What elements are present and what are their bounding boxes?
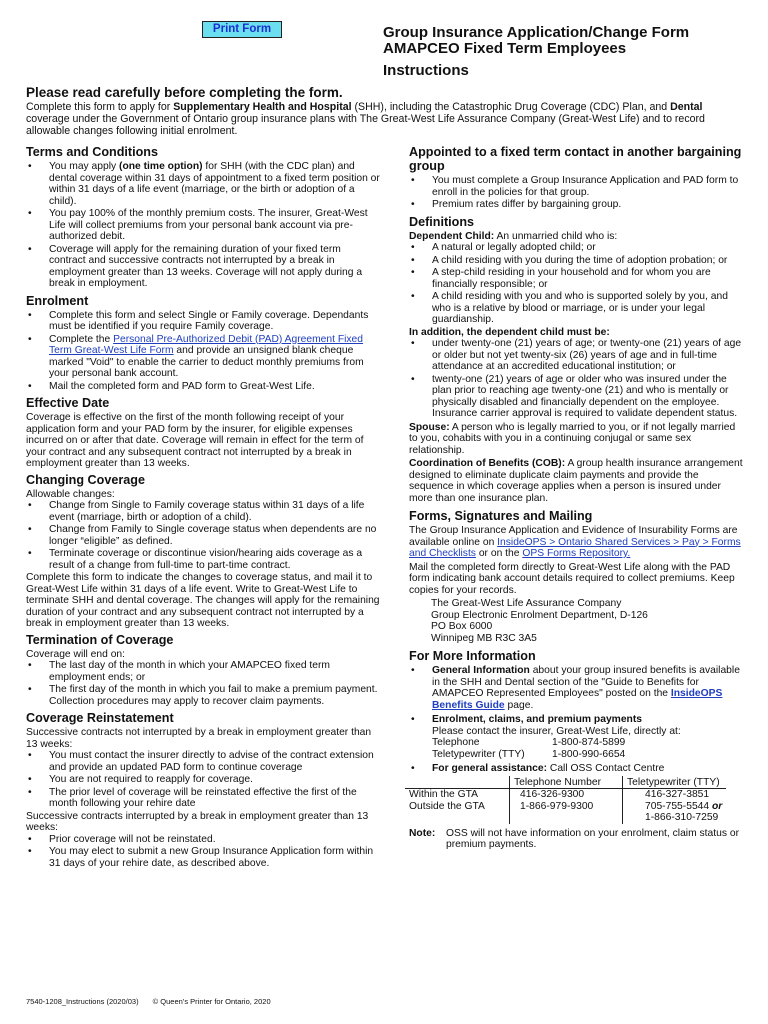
table-cell: Outside the GTA	[409, 800, 485, 812]
table-cell: 416-326-9300	[510, 789, 623, 801]
enrolment-heading: Enrolment	[26, 293, 89, 308]
list-item: • The prior level of coverage will be reinstated effective the first of the month following your rehire date	[26, 787, 380, 810]
list-item	[409, 763, 743, 775]
cob-label: Coordination of Benefits (COB):	[409, 458, 566, 469]
general-info-text: about your group insured benefits is available in the SHH and Dental section of the "Guide to Benefits for AMAPCEO Represented Employees" posted on the	[432, 665, 740, 699]
table-header-row	[405, 776, 726, 789]
table-row	[405, 789, 726, 801]
terms-b1c: for SHH (with the CDC plan) and dental coverage within 31 days of appointment to a fixed term position or within 31 days of a life event (marriage, or the birth or adoption of a child).	[49, 161, 380, 207]
definitions-heading: Definitions	[409, 214, 475, 229]
terms-b1b: (one time option)	[119, 161, 203, 172]
appointed-list	[409, 175, 743, 211]
copyright: © Queen’s Printer for Ontario, 2020	[152, 997, 271, 1006]
spouse-label: Spouse:	[409, 421, 450, 433]
appointed-heading: Appointed to a fixed term contact in another bargaining group	[409, 145, 742, 173]
general-assistance-text: Call OSS Contact Centre	[547, 763, 665, 774]
intro-text-2: (SHH), including the Catastrophic Drug Coverage (CDC) Plan, and	[351, 101, 671, 113]
contact-table	[405, 776, 726, 824]
list-item	[409, 714, 743, 760]
enrolment-list	[26, 310, 380, 393]
intro-bold-shh: Supplementary Health and Hospital	[173, 101, 352, 113]
tty-outside-1	[645, 801, 722, 813]
list-item: • You must complete a Group Insurance Application and PAD form to enroll in the policies for that group.	[409, 175, 743, 198]
address-line: Winnipeg MB R3C 3A5	[431, 632, 537, 644]
termination-lead: Coverage will end on:	[26, 648, 126, 660]
list-item	[26, 161, 380, 207]
list-item: • You pay 100% of the monthly premium costs. The insurer, Great-West Life will collect premiums from your personal bank account via pre-authorized debit.	[26, 208, 380, 243]
addition-list	[409, 338, 743, 420]
changing-list	[26, 500, 380, 571]
list-item	[409, 665, 743, 711]
tty-value: 1-800-990-6654	[552, 748, 626, 760]
ops-forms-repository-link[interactable]: OPS Forms Repository.	[522, 548, 631, 559]
forms-t1: The Group Insurance Application and Evidence of Insurability Forms are available online on	[409, 525, 738, 548]
intro-text-1: Complete this form to apply for	[26, 101, 174, 113]
table-cell	[623, 801, 727, 824]
table-header: Teletypewriter (TTY)	[623, 776, 727, 789]
addition-label: In addition, the dependent child must be:	[409, 326, 610, 338]
footer	[26, 997, 283, 1006]
reinstatement-lead-1: Successive contracts not interrupted by a break in employment greater than 13 weeks:	[26, 727, 372, 750]
tty-label: Teletypewriter (TTY)	[432, 748, 525, 760]
general-assistance-label: For general assistance:	[432, 763, 548, 774]
mailing-address	[431, 598, 743, 644]
tty-outside-b: 1-866-310-7259	[645, 812, 719, 824]
list-item: • You are not required to reapply for coverage.	[26, 774, 380, 786]
termination-list	[26, 660, 380, 707]
dependent-child-definition	[409, 231, 743, 243]
list-item	[26, 334, 380, 380]
general-info-end: page.	[504, 699, 534, 711]
addition-heading	[409, 327, 743, 339]
list-item: • twenty-one (21) years of age or older who was insured under the plan prior to reaching age twenty-one (21) and who is mentally or physically disabled and financially dependent on the employee. Insurance carrier approval is required to validate dependent status.	[409, 374, 743, 420]
dependent-child-text: An unmarried child who is:	[494, 230, 618, 242]
enrolment-b2b: and provide an unsigned blank cheque marked "Void" to enable the carrier to deduct monthly premiums from your personal bank account.	[49, 345, 364, 379]
more-info-list	[409, 665, 743, 775]
reinstatement-heading: Coverage Reinstatement	[26, 711, 174, 725]
list-item: • A child residing with you and who is supported solely by you, and who is a relative by blood or marriage, or is under your legal guardianship.	[409, 291, 743, 326]
list-item: • Terminate coverage or discontinue vision/hearing aids coverage as a result of a change from full-time to part-time contract.	[26, 548, 380, 571]
insurer-telephone	[432, 737, 743, 749]
benefits-guide-link[interactable]: InsideOPS Benefits Guide	[432, 688, 723, 711]
tty-outside-a: 705-755-5544	[645, 800, 710, 812]
list-item: • A natural or legally adopted child; or	[409, 242, 743, 254]
reinstatement-list-1	[26, 750, 380, 810]
list-item: • Prior coverage will not be reinstated.	[26, 834, 380, 846]
insideops-forms-link[interactable]: InsideOPS > Ontario Shared Services > Pay > Forms and Checklists	[409, 536, 741, 559]
intro-section	[26, 85, 746, 138]
more-info-heading: For More Information	[409, 649, 536, 663]
table-header	[405, 776, 510, 789]
intro-bold-dental: Dental	[670, 101, 703, 113]
enrolment-b2a: Complete the	[49, 333, 114, 345]
note-text: OSS will not have information on your enrolment, claim status or premium payments.	[446, 827, 740, 851]
tty-or: or	[712, 800, 723, 812]
table-row	[405, 801, 726, 824]
table-cell: 416-327-3851	[623, 789, 727, 801]
list-item: • A step-child residing in your household and for whom you are financially responsible; or	[409, 267, 743, 290]
table-cell: 1-866-979-9300	[510, 801, 623, 824]
forms-t2: or on the	[475, 548, 523, 559]
list-item: • Change from Family to Single coverage status when dependents are no longer “eligible” as defined.	[26, 524, 380, 547]
claims-label: Enrolment, claims, and premium payments	[432, 714, 643, 725]
list-item: • Coverage will apply for the remaining duration of your fixed term contract and successive contracts not interrupted by a break in employment greater than 13 weeks. Coverage will not apply during a break in employment.	[26, 244, 380, 290]
right-column	[409, 142, 743, 851]
terms-list	[26, 161, 380, 290]
effective-date-heading: Effective Date	[26, 396, 110, 410]
terms-heading: Terms and Conditions	[26, 145, 159, 159]
tel-value: 1-800-874-5899	[552, 737, 626, 748]
reinstatement-lead-2: Successive contracts interrupted by a break in employment greater than 13 weeks:	[26, 810, 369, 833]
note	[409, 828, 743, 851]
title-line-1: Group Insurance Application/Change Form	[383, 24, 690, 41]
left-column	[26, 142, 380, 870]
changing-text: Complete this form to indicate the changes to coverage status, and mail it to Great-West Life within 31 days of a life event. Write to Great-West Life to terminate SHH and dental coverage. The changes will apply for the remaining duration of your contract and any subsequent contract not interrupted by a break in employment greater than 13 weeks.	[26, 572, 380, 629]
effective-date-text: Coverage is effective on the first of the month following receipt of your application form and your PAD form by the insurer, for eligible expenses incurred on or after that date. Coverage will remain in effect for the term of your contract and any subsequent contract not interrupted by a break in employment greater than 13 weeks.	[26, 412, 364, 469]
pad-agreement-link[interactable]: Personal Pre-Authorized Debit (PAD) Agreement Fixed Term Great-West Life Form	[49, 333, 364, 356]
termination-heading: Termination of Coverage	[26, 632, 174, 647]
address-line: The Great-West Life Assurance Company	[431, 598, 622, 609]
list-item: • You may elect to submit a new Group Insurance Application form within 31 days of your rehire date, as described above.	[26, 846, 380, 869]
list-item: • Change from Single to Family coverage status within 31 days of a life event (marriage, birth or adoption of a child).	[26, 500, 380, 523]
terms-b1a: You may apply	[49, 161, 120, 172]
table-header: Telephone Number	[510, 776, 623, 789]
address-line: Group Electronic Enrolment Department, D-126	[431, 609, 648, 621]
title-line-2: AMAPCEO Fixed Term Employees	[383, 40, 627, 57]
changing-lead: Allowable changes:	[26, 488, 115, 500]
page-title	[383, 25, 689, 57]
intro-text-3: coverage under the Government of Ontario group insurance plans with The Great-West Life Assurance Company (Great-West Life) and to record allowable changes following initial enrolment.	[26, 113, 705, 138]
note-label: Note:	[409, 827, 436, 839]
dependent-child-label: Dependent Child:	[409, 230, 495, 242]
list-item: • The first day of the month in which you fail to make a premium payment. Collection procedures may apply to recover claim payments.	[26, 684, 380, 707]
cob-definition	[409, 458, 743, 504]
print-form-button[interactable]: Print Form	[202, 21, 282, 38]
list-item: • You must contact the insurer directly to advise of the contract extension and provide an updated PAD form to continue coverage	[26, 750, 380, 773]
dependent-list	[409, 242, 743, 326]
insurer-tty	[432, 749, 743, 761]
address-line: PO Box 6000	[431, 621, 493, 632]
changing-coverage-heading: Changing Coverage	[26, 472, 145, 487]
form-number: 7540-1208_Instructions (2020/03)	[26, 997, 139, 1006]
cob-text: A group health insurance arrangement designed to eliminate duplicate claim payments and provide the sequence in which coverage applies when a person is insured under more than one insurance plan.	[409, 458, 743, 504]
list-item: • A child residing with you during the time of adoption probation; or	[409, 255, 743, 267]
forms-text	[409, 525, 743, 560]
list-item: • under twenty-one (21) years of age; or twenty-one (21) years of age or older but not yet twenty-six (26) years of age and in full-time attendance at an accredited educational institution; or	[409, 338, 743, 373]
general-info-label: General Information	[432, 665, 530, 676]
forms-heading: Forms, Signatures and Mailing	[409, 509, 593, 523]
reinstatement-list-2	[26, 834, 380, 870]
instructions-heading: Instructions	[383, 62, 469, 79]
intro-heading: Please read carefully before completing the form.	[26, 85, 343, 100]
intro-text	[26, 101, 746, 138]
mail-text: Mail the completed form directly to Great-West Life along with the PAD form indicating bank account details required to collect premiums. Keep copies for your records.	[409, 561, 735, 596]
spouse-text: A person who is legally married to you, or if not legally married to you, cohabits with you in a continuing conjugal or same sex relationship.	[409, 421, 736, 456]
table-cell: Within the GTA	[409, 789, 479, 800]
claims-text: Please contact the insurer, Great-West Life, directly at:	[432, 725, 681, 737]
list-item: • The last day of the month in which your AMAPCEO fixed term employment ends; or	[26, 660, 380, 683]
tel-label: Telephone	[432, 737, 480, 748]
list-item: • Mail the completed form and PAD form to Great-West Life.	[26, 381, 380, 393]
list-item: • Premium rates differ by bargaining group.	[409, 199, 743, 211]
list-item: • Complete this form and select Single or Family coverage. Dependants must be identified if you require Family coverage.	[26, 310, 380, 333]
spouse-definition	[409, 422, 743, 457]
